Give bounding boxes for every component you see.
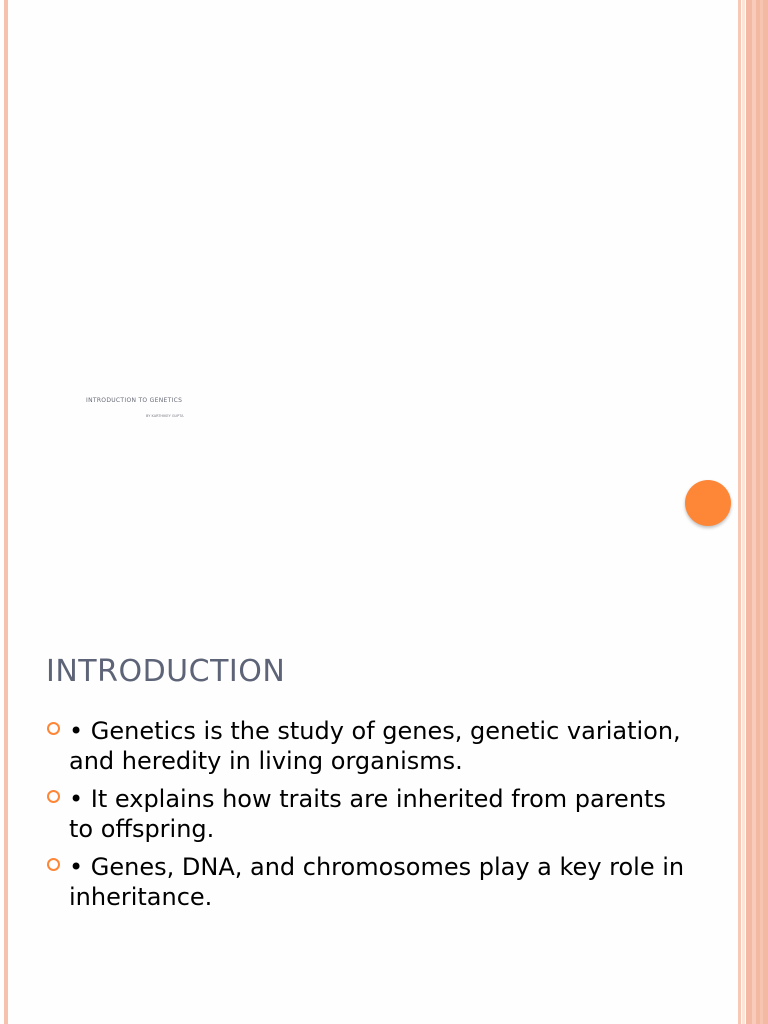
left-decorative-stripe (4, 0, 8, 576)
right-decorative-stripe (742, 576, 745, 1024)
bullet-text: • Genes, DNA, and chromosomes play a key role in inheritance. (69, 853, 685, 911)
slide-2 (0, 576, 768, 1024)
list-item (46, 852, 686, 912)
right-decorative-stripe (760, 576, 763, 1024)
left-decorative-stripe (4, 576, 8, 1024)
ring-bullet-icon (47, 722, 60, 735)
right-decorative-stripe (752, 576, 756, 1024)
bullet-text: • Genetics is the study of genes, genetic variation, and heredity in living organisms. (69, 717, 681, 775)
right-decorative-stripe (738, 576, 741, 1024)
right-decorative-stripe (738, 0, 741, 576)
right-decorative-stripe (760, 0, 763, 576)
right-decorative-stripe (752, 0, 756, 576)
slide-title: INTRODUCTION TO GENETICS (86, 397, 183, 404)
bullet-list (46, 716, 686, 920)
list-item (46, 716, 686, 776)
list-item (46, 784, 686, 844)
right-decorative-band (746, 576, 768, 1024)
bullet-text: • It explains how traits are inherited from parents to offspring. (69, 785, 666, 843)
ring-bullet-icon (47, 790, 60, 803)
right-decorative-band (746, 0, 768, 576)
slide-subtitle: BY KARTHIKEY GUPTA (146, 414, 184, 418)
right-decorative-stripe (742, 0, 745, 576)
orange-circle-icon (685, 480, 731, 526)
slide-heading: INTRODUCTION (46, 654, 286, 689)
ring-bullet-icon (47, 858, 60, 871)
